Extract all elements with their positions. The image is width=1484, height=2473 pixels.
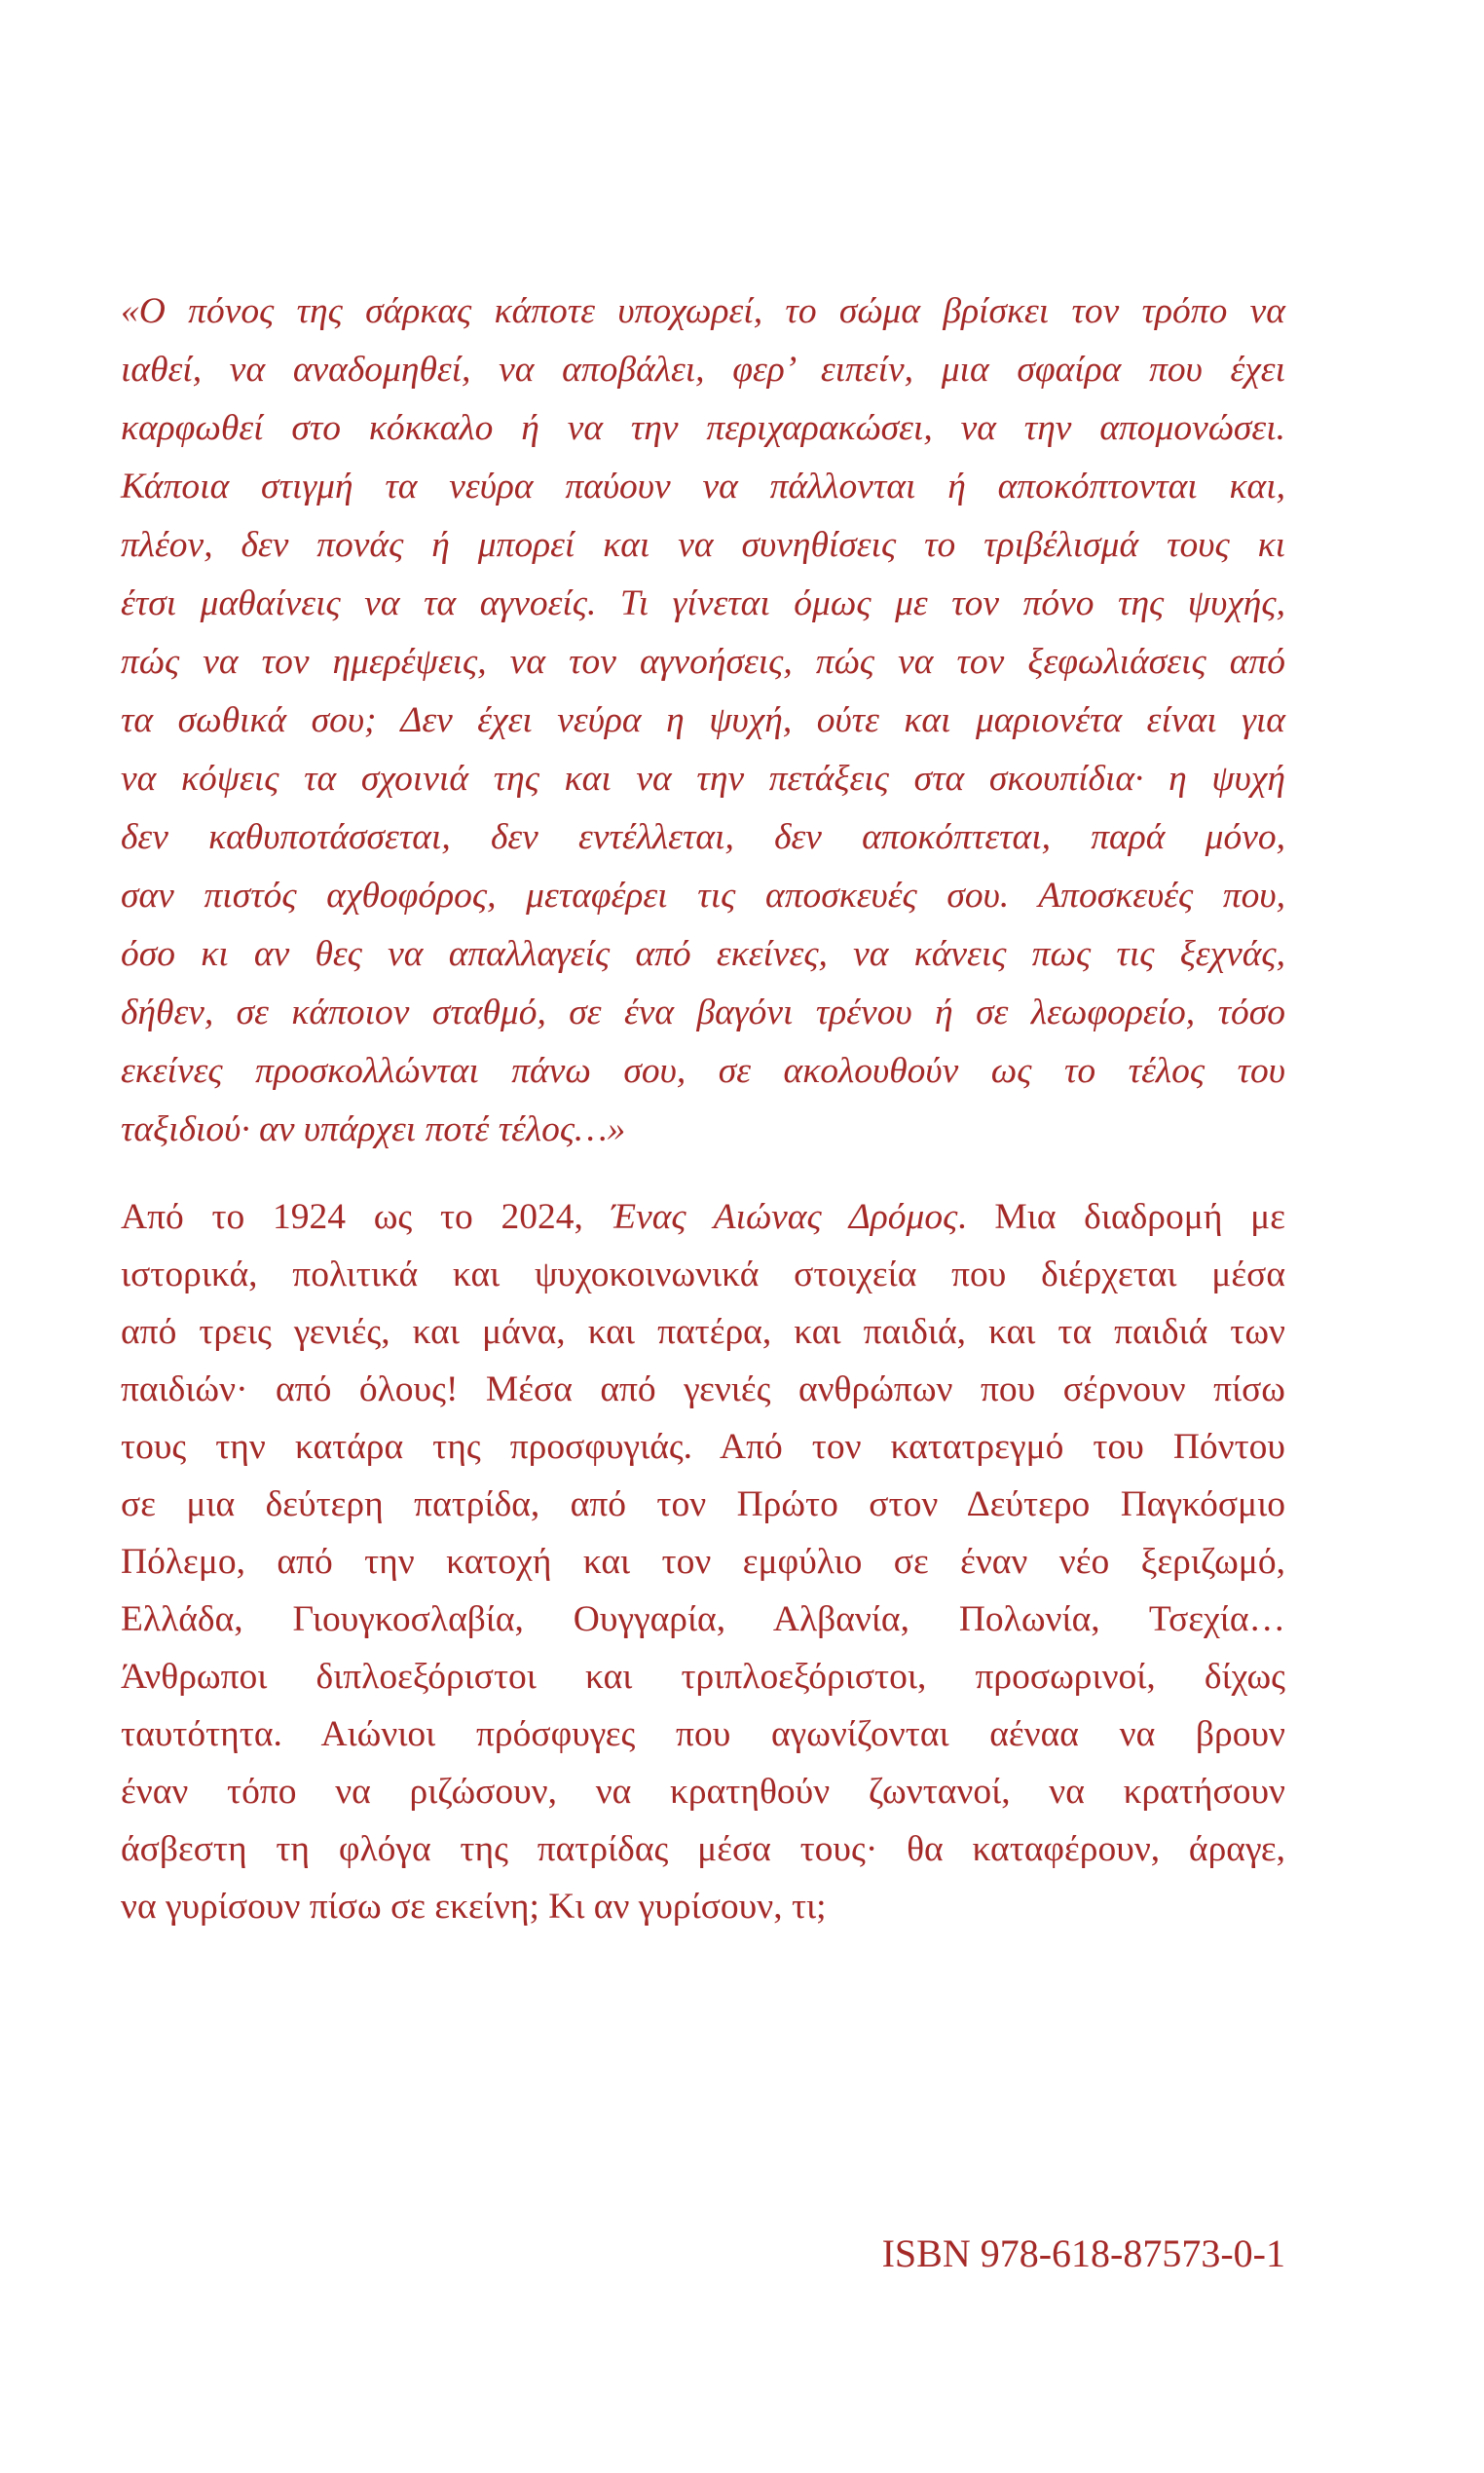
book-title: Ένας Αιώνας Δρόμος (611, 1197, 958, 1237)
quote-line: ιαθεί, να αναδομηθεί, να αποβάλει, φερ’ ειπείν, μια σφαίρα που έχει (121, 350, 1285, 390)
excerpt-quote (121, 282, 1285, 1159)
description-line: παιδιών· από όλους! Μέσα από γενιές ανθρώπων που σέρνουν πίσω (121, 1369, 1285, 1409)
quote-line: «Ο πόνος της σάρκας κάποτε υποχωρεί, το σώμα βρίσκει τον τρόπο να (121, 291, 1285, 331)
description-line: Ελλάδα, Γιουγκοσλαβία, Ουγγαρία, Αλβανία, Πολωνία, Τσεχία… (121, 1599, 1285, 1639)
description-line: από τρεις γενιές, και μάνα, και πατέρα, και παιδιά, και τα παιδιά των (121, 1312, 1285, 1352)
book-description (121, 1188, 1285, 1935)
quote-line: έτσι μαθαίνεις να τα αγνοείς. Τι γίνεται όμως με τον πόνο της ψυχής, (121, 583, 1285, 623)
description-line: Άνθρωποι διπλοεξόριστοι και τριπλοεξόριστοι, προσωρινοί, δίχως (121, 1657, 1285, 1697)
quote-line: τα σωθικά σου; Δεν έχει νεύρα η ψυχή, ούτε και μαριονέτα είναι για (121, 700, 1285, 740)
description-line (121, 1188, 1285, 1246)
quote-line: εκείνες προσκολλώνται πάνω σου, σε ακολουθούν ως το τέλος του (121, 1051, 1285, 1091)
description-line: έναν τόπο να ριζώσουν, να κρατηθούν ζωντανοί, να κρατήσουν (121, 1772, 1285, 1812)
quote-line: όσο κι αν θες να απαλλαγείς από εκείνες, να κάνεις πως τις ξεχνάς, (121, 934, 1285, 974)
quote-line: πλέον, δεν πονάς ή μπορεί και να συνηθίσεις το τριβέλισμά τους κι (121, 525, 1285, 565)
quote-line: καρφωθεί στο κόκκαλο ή να την περιχαρακώσει, να την απομονώσει. (121, 408, 1285, 448)
quote-line: δεν καθυποτάσσεται, δεν εντέλλεται, δεν αποκόπτεται, παρά μόνο, (121, 817, 1285, 857)
description-suffix: . Μια διαδρομή με (957, 1197, 1286, 1237)
quote-line: ταξιδιού· αν υπάρχει ποτέ τέλος…» (121, 1109, 626, 1149)
quote-line: σαν πιστός αχθοφόρος, μεταφέρει τις αποσκευές σου. Αποσκευές που, (121, 876, 1285, 916)
description-line: ταυτότητα. Αιώνιοι πρόσφυγες που αγωνίζονται αέναα να βρουν (121, 1714, 1285, 1754)
description-prefix: Από το 1924 ως το 2024, (121, 1197, 612, 1237)
isbn-number: ISBN 978-618-87573-0-1 (881, 2231, 1285, 2275)
quote-line: Κάποια στιγμή τα νεύρα παύουν να πάλλονται ή αποκόπτονται και, (121, 467, 1285, 506)
description-line: να γυρίσουν πίσω σε εκείνη; Κι αν γυρίσουν, τι; (121, 1887, 827, 1927)
description-line: ιστορικά, πολιτικά και ψυχοκοινωνικά στοιχεία που διέρχεται μέσα (121, 1255, 1285, 1294)
quote-line: δήθεν, σε κάποιον σταθμό, σε ένα βαγόνι τρένου ή σε λεωφορείο, τόσο (121, 993, 1285, 1032)
quote-line: να κόψεις τα σχοινιά της και να την πετάξεις στα σκουπίδια· η ψυχή (121, 759, 1285, 799)
description-line: Πόλεμο, από την κατοχή και τον εμφύλιο σε έναν νέο ξεριζωμό, (121, 1542, 1285, 1582)
description-line: άσβεστη τη φλόγα της πατρίδας μέσα τους· θα καταφέρουν, άραγε, (121, 1829, 1285, 1869)
quote-line: πώς να τον ημερέψεις, να τον αγνοήσεις, πώς να τον ξεφωλιάσεις από (121, 642, 1285, 682)
description-line: σε μια δεύτερη πατρίδα, από τον Πρώτο στον Δεύτερο Παγκόσμιο (121, 1484, 1285, 1524)
description-line: τους την κατάρα της προσφυγιάς. Από τον κατατρεγμό του Πόντου (121, 1427, 1285, 1467)
